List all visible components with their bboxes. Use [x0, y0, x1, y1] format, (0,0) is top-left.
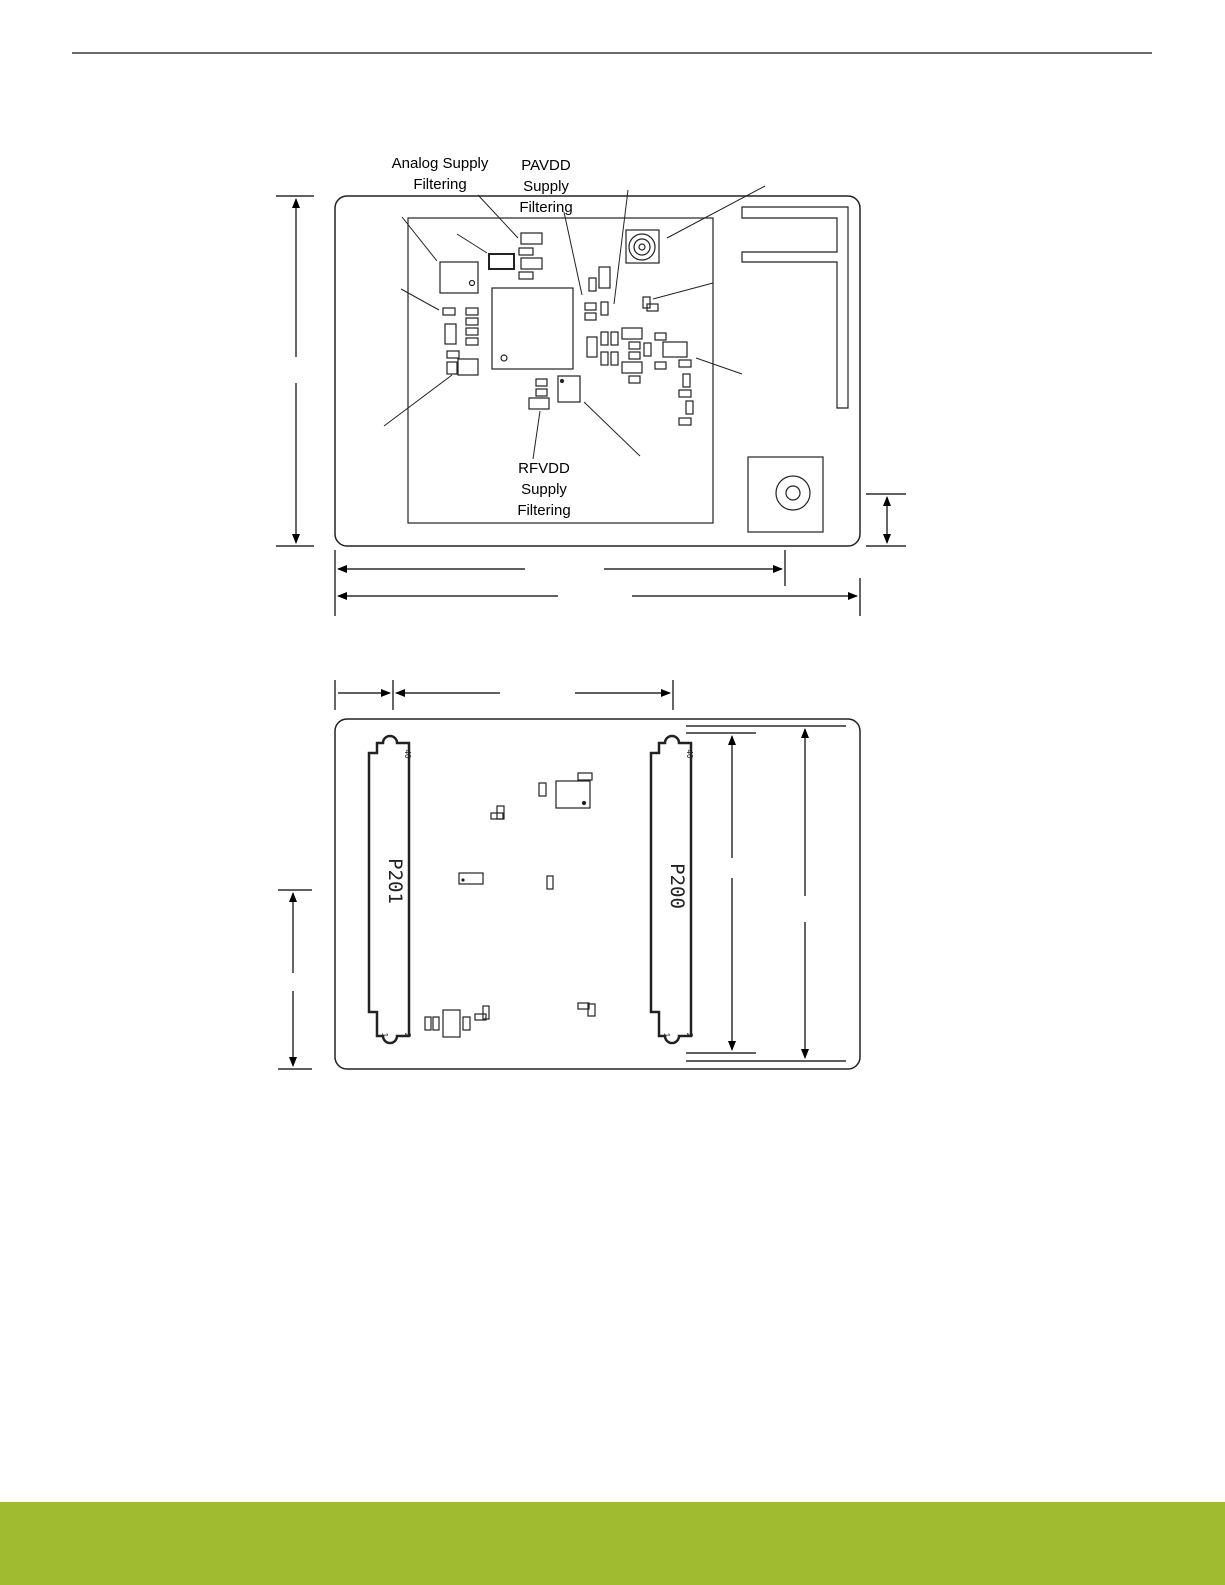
- footer-bar: [0, 1502, 1225, 1585]
- connector-p200-pin-40: 40: [685, 749, 694, 759]
- connector-p201-pin-1: 1: [380, 1032, 389, 1038]
- callout-labels: [392, 155, 573, 519]
- connector-p201-ref: P201: [384, 858, 406, 904]
- connector-p201-pin-2: 2: [403, 1032, 412, 1038]
- bottom-view: [278, 680, 860, 1069]
- passive-components-top: [443, 233, 693, 425]
- small-ic-bottom: [558, 376, 580, 402]
- mounting-hole: [748, 457, 823, 532]
- label-analog-supply-2: Filtering: [413, 176, 467, 193]
- dimension-lines-top: [276, 196, 906, 616]
- rf-connector: [626, 230, 659, 263]
- board-outline-bottom: [335, 719, 860, 1069]
- shield-outline: [408, 218, 713, 523]
- label-rfvdd-3: Filtering: [517, 502, 571, 519]
- connector-p200-pin-1: 1: [662, 1032, 671, 1038]
- pcb-antenna: [742, 207, 848, 408]
- crystal-left: [440, 262, 478, 293]
- dimension-lines-bottom: [278, 680, 846, 1069]
- label-pavdd-1: PAVDD: [521, 157, 571, 174]
- connector-p201-pin-40: 40: [403, 749, 412, 759]
- label-pavdd-2: Supply: [523, 178, 569, 195]
- top-view: [335, 186, 860, 546]
- label-rfvdd-1: RFVDD: [518, 460, 570, 477]
- label-rfvdd-2: Supply: [521, 481, 567, 498]
- label-pavdd-3: Filtering: [519, 199, 573, 216]
- callout-leaders: [384, 186, 765, 459]
- board-outline-top: [335, 196, 860, 546]
- passive-components-bottom: [425, 773, 595, 1037]
- connector-p200-pin-2: 2: [685, 1032, 694, 1038]
- label-analog-supply-1: Analog Supply: [391, 155, 489, 172]
- connector-labels: [380, 750, 694, 1038]
- connector-p200-ref: P200: [666, 863, 688, 909]
- main-soc: [492, 288, 573, 369]
